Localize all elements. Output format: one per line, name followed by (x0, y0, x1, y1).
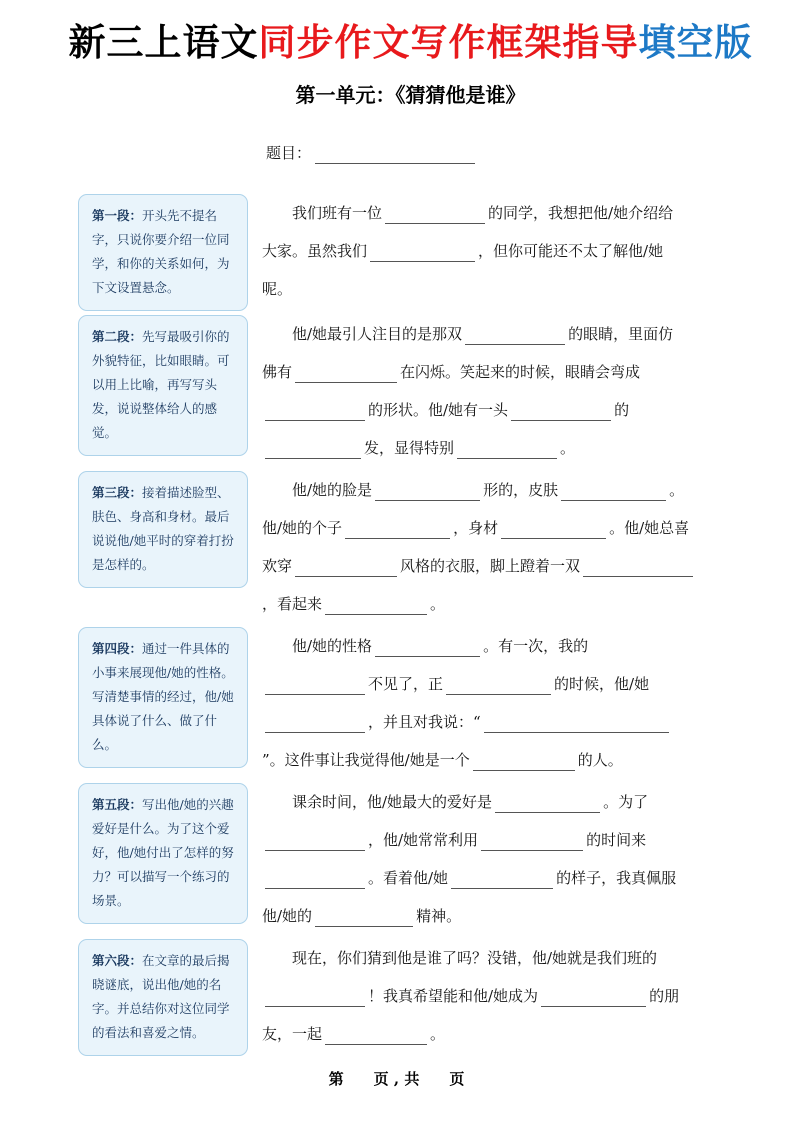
text-run: 的样子，我真佩服 (556, 868, 677, 887)
text-run: 。有一次，我的 (483, 636, 589, 655)
blank-field (465, 329, 565, 345)
blank-field (446, 679, 551, 695)
topic-row (266, 142, 743, 172)
blank-field (501, 523, 606, 539)
paragraph-3-body (262, 471, 743, 623)
paragraph-6-body (262, 939, 743, 1053)
blank-field (495, 797, 600, 813)
blank-field (265, 835, 365, 851)
text-run: 。为了 (603, 792, 649, 811)
topic-label: 题目： (266, 143, 312, 162)
text-run: 佛有 (262, 362, 293, 381)
blank-field (325, 599, 427, 615)
blank-field (265, 679, 365, 695)
blank-field (473, 755, 575, 771)
paragraph-6-label: 第六段： (92, 952, 143, 968)
text-run: ”。这件事让我觉得他/她是一个 (262, 750, 470, 769)
text-run: 呢。 (262, 279, 293, 298)
text-run: 不见了，正 (368, 674, 444, 693)
title-part-red: 同步作文写作框架指导 (258, 22, 639, 63)
title-part-black: 新三上语文 (68, 22, 259, 63)
blank-field (265, 991, 365, 1007)
blank-field (295, 367, 397, 383)
text-run: 。 (560, 438, 576, 457)
text-run: 在闪烁。笑起来的时候，眼睛会弯成 (400, 362, 641, 381)
sections-container (78, 194, 743, 1056)
blank-field (265, 873, 365, 889)
blank-field (370, 246, 475, 262)
paragraph-4-body (262, 627, 743, 779)
text-run: 。 (669, 480, 685, 499)
text-run: 友，一起 (262, 1024, 323, 1043)
section-row-2 (78, 315, 743, 467)
blank-field (481, 835, 583, 851)
paragraph-5-label: 第五段： (92, 796, 143, 812)
page-title (58, 22, 763, 65)
text-run: 形的，皮肤 (483, 480, 559, 499)
paragraph-5-guide-box (78, 783, 248, 924)
text-run: 大家。虽然我们 (262, 241, 368, 260)
text-run: 的眼睛，里面仿 (568, 324, 674, 343)
paragraph-3-guide-box (78, 471, 248, 588)
paragraph-1-body (262, 194, 743, 308)
blank-field (265, 717, 365, 733)
paragraph-6-guide-text: 在文章的最后揭晓谜底，说出他/她的名字。并总结你对这位同学的看法和喜爱之情。 (92, 952, 230, 1040)
section-row-5 (78, 783, 743, 935)
paragraph-6-guide-box (78, 939, 248, 1056)
text-run: 。看着他/她 (368, 868, 449, 887)
text-run: 他/她的脸是 (292, 480, 373, 499)
text-run: 发，显得特别 (364, 438, 455, 457)
text-run: ，他/她常常利用 (368, 830, 479, 849)
text-run: 课余时间，他/她最大的爱好是 (292, 792, 493, 811)
blank-field (345, 523, 450, 539)
text-run: ，但你可能还不太了解他/她 (478, 241, 664, 260)
blank-field (315, 911, 413, 927)
blank-field (375, 641, 480, 657)
blank-field (295, 561, 397, 577)
text-run: 精神。 (416, 906, 462, 925)
paragraph-4-guide-text: 通过一件具体的小事来展现他/她的性格。写清楚事情的经过，他/她具体说了什么、做了什么。 (92, 640, 234, 752)
blank-field (583, 561, 693, 577)
text-run: 风格的衣服，脚上蹬着一双 (400, 556, 581, 575)
paragraph-5-guide-text: 写出他/她的兴趣爱好是什么。为了这个爱好，他/她付出了怎样的努力？可以描写一个练习的场景。 (92, 796, 234, 908)
paragraph-4-guide-box (78, 627, 248, 768)
blank-field (457, 443, 557, 459)
paragraph-1-guide-text: 开头先不提名字，只说你要介绍一位同学，和你的关系如何，为下文设置悬念。 (92, 207, 230, 295)
blank-field (484, 717, 669, 733)
text-run: ，看起来 (262, 594, 323, 613)
blank-field (541, 991, 646, 1007)
section-row-3 (78, 471, 743, 623)
text-run: 的人。 (577, 750, 623, 769)
text-run: 的朋 (649, 986, 680, 1005)
title-part-blue: 填空版 (638, 22, 753, 63)
paragraph-5-body (262, 783, 743, 935)
text-run: 现在，你们猜到他是谁了吗？没错，他/她就是我们班的 (292, 948, 658, 967)
text-run: 他/她最引人注目的是那双 (292, 324, 463, 343)
text-run: 。 (430, 594, 446, 613)
section-row-4 (78, 627, 743, 779)
blank-field (375, 485, 480, 501)
topic-blank-field (315, 148, 475, 164)
text-run: 我们班有一位 (292, 203, 383, 222)
text-run: 。他/她总喜 (609, 518, 690, 537)
blank-field (385, 208, 485, 224)
blank-field (265, 405, 365, 421)
text-run: 的时候，他/她 (554, 674, 650, 693)
paragraph-4-label: 第四段： (92, 640, 143, 656)
text-run: 他/她的 (262, 906, 313, 925)
text-run: 的 (614, 400, 630, 419)
text-run: 他/她的个子 (262, 518, 343, 537)
paragraph-2-label: 第二段： (92, 328, 143, 344)
blank-field (325, 1029, 427, 1045)
paragraph-2-guide-box (78, 315, 248, 456)
paragraph-1-guide-box (78, 194, 248, 311)
text-run: 他/她的性格 (292, 636, 373, 655)
text-run: ！我真希望能和他/她成为 (368, 986, 539, 1005)
blank-field (265, 443, 361, 459)
section-row-6 (78, 939, 743, 1056)
page-footer: 第 页 , 共 页 (328, 1070, 465, 1088)
paragraph-3-label: 第三段： (92, 484, 143, 500)
text-run: 的时间来 (586, 830, 647, 849)
section-row-1 (78, 194, 743, 311)
paragraph-2-guide-text: 先写最吸引你的外貌特征，比如眼睛。可以用上比喻，再写写头发，说说整体给人的感觉。 (92, 328, 230, 440)
text-run: 欢穿 (262, 556, 293, 575)
paragraph-3-guide-text: 接着描述脸型、肤色、身高和身材。最后说说他/她平时的穿着打扮是怎样的。 (92, 484, 234, 572)
text-run: 的同学，我想把他/她介绍给 (488, 203, 674, 222)
text-run: ，并且对我说：“ (368, 712, 481, 731)
paragraph-1-label: 第一段： (92, 207, 143, 223)
unit-subtitle: 第一单元：《猜猜他是谁》 (295, 82, 526, 107)
text-run: ，身材 (453, 518, 499, 537)
blank-field (511, 405, 611, 421)
text-run: 。 (430, 1024, 446, 1043)
text-run: 的形状。他/她有一头 (368, 400, 509, 419)
blank-field (451, 873, 553, 889)
paragraph-2-body (262, 315, 743, 467)
blank-field (561, 485, 666, 501)
